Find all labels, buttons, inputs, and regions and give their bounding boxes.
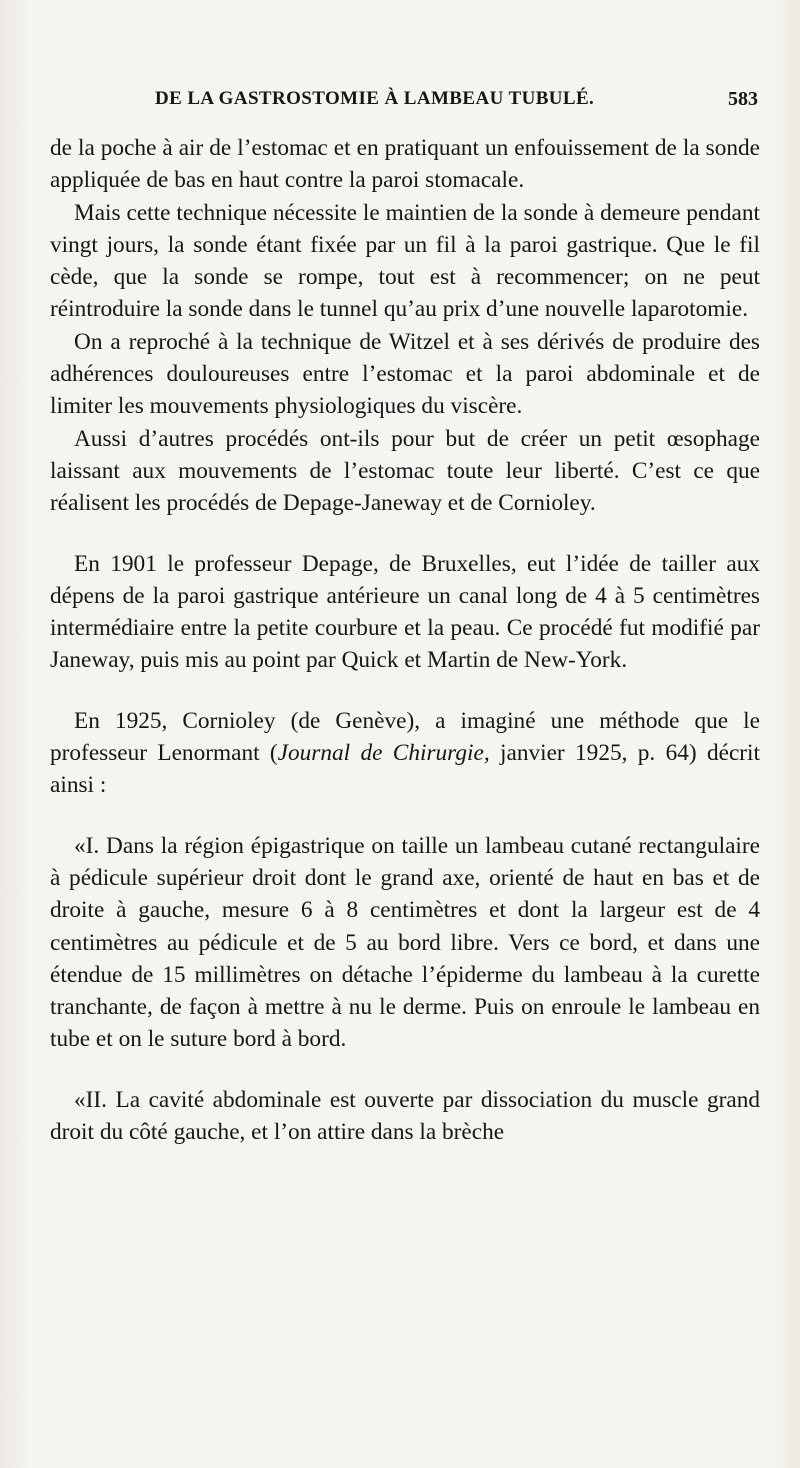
body-text xyxy=(50,132,760,1148)
paragraph-6-before: En 1925, Cornioley (de Genève), a imaginé une méthode que le professeur Lenormant ( xyxy=(50,707,760,767)
paragraph-3: On a reproché à la technique de Witzel et à ses dérivés de produire des adhérences douloureuses entre l’estomac et la paroi abdominale et de limiter les mouvements physiologiques du viscère. xyxy=(50,328,760,420)
journal-title: Journal de Chirurgie, xyxy=(277,740,490,767)
paragraph-6-after: janvier 1925, p. 64) décrit ainsi : xyxy=(50,740,760,799)
paragraph-6 xyxy=(50,705,760,802)
paragraph-1: de la poche à air de l’estomac et en pratiquant un enfouissement de la sonde appliquée de bas en haut contre la paroi stomacale. xyxy=(50,135,760,194)
paragraph-5: En 1901 le professeur Depage, de Bruxelles, eut l’idée de tailler aux dépens de la paroi gastrique antérieure un canal long de 4 à 5 centimètres intermédiaire entre la petite courbure et la peau. Ce procédé fut modifié par Janeway, puis mis au point par Quick et Martin de New-York. xyxy=(50,550,760,674)
running-title: DE LA GASTROSTOMIE À LAMBEAU TUBULÉ. xyxy=(155,88,595,109)
paragraph-4: Aussi d’autres procédés ont-ils pour but de créer un petit œsophage laissant aux mouvements de l’estomac toute leur liberté. C’est ce que réalisent les procédés de Depage-Janeway et de Cornioley. xyxy=(50,425,760,517)
paragraph-7: «I. Dans la région épigastrique on taille un lambeau cutané rectangulaire à pédicule supérieur droit dont le grand axe, orienté de haut en bas et de droite à gauche, mesure 6 à 8 centimètres et dont la largeur est de 4 centimètres au pédicule et de 5 au bord libre. Vers ce bord, et dans une étendue de 15 millimètres on détache l’épiderme du lambeau à la curette tranchante, de façon à mettre à nu le derme. Puis on enroule le lambeau en tube et on le suture bord à bord. xyxy=(50,832,760,1053)
paragraph-8: «II. La cavité abdominale est ouverte par dissociation du muscle grand droit du côté gauche, et l’on attire dans la brèche xyxy=(50,1086,760,1146)
running-head xyxy=(50,88,760,116)
paragraph-2: Mais cette technique nécessite le maintien de la sonde à demeure pendant vingt jours, la sonde étant fixée par un fil à la paroi gastrique. Que le fil cède, que la sonde se rompe, tout est à recommencer; on ne peut réintroduire la sonde dans le tunnel qu’au prix d’une nouvelle laparotomie. xyxy=(50,199,760,323)
page-number: 583 xyxy=(728,88,758,110)
